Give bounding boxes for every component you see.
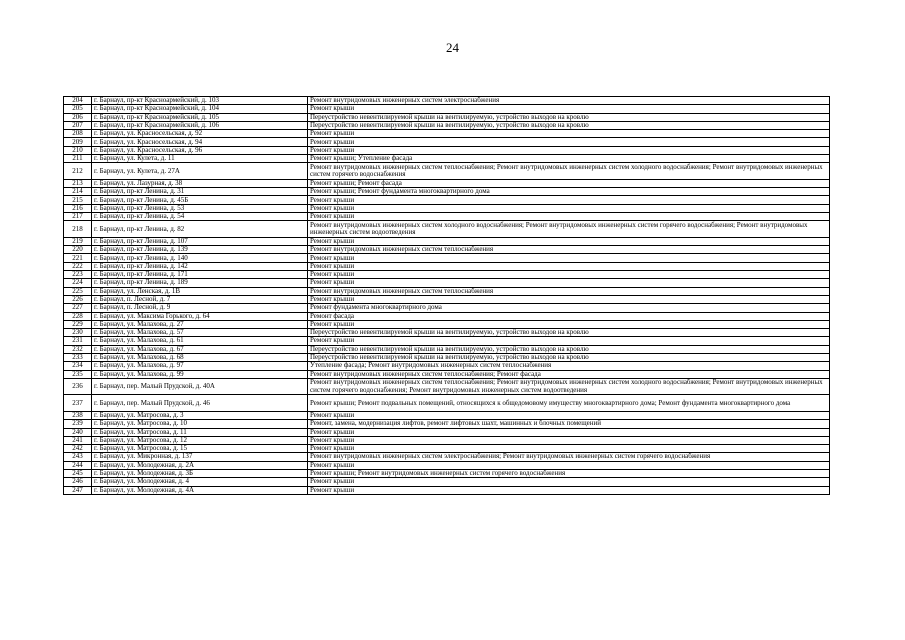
work-type-cell: Ремонт крыши; Ремонт подвальных помещений, относящихся к общедомовому имуществу многоквартирного дома; Ремонт фундамента многоквартирного дома: [308, 395, 830, 412]
table-row: [64, 486, 830, 494]
work-type-cell: Ремонт крыши: [308, 254, 830, 262]
work-type-cell: Ремонт крыши: [308, 486, 830, 494]
work-type-cell: Ремонт крыши: [308, 204, 830, 212]
address-cell: г. Барнаул, пр-кт Красноармейский, д. 106: [92, 121, 308, 129]
table-row: [64, 345, 830, 353]
row-number-cell: 209: [64, 138, 92, 146]
work-type-cell: Ремонт крыши: [308, 146, 830, 154]
works-table-body: [64, 97, 830, 495]
row-number-cell: 212: [64, 163, 92, 180]
table-row: [64, 279, 830, 287]
row-number-cell: 216: [64, 204, 92, 212]
address-cell: г. Барнаул, ул. Микронная, д. 137: [92, 453, 308, 461]
address-cell: г. Барнаул, пр-кт Ленина, д. 54: [92, 213, 308, 221]
work-type-cell: Ремонт крыши: [308, 411, 830, 419]
work-type-cell: Ремонт внутридомовых инженерных систем электроснабжения: [308, 97, 830, 105]
work-type-cell: Ремонт крыши: [308, 130, 830, 138]
row-number-cell: 221: [64, 254, 92, 262]
work-type-cell: Ремонт внутридомовых инженерных систем теплоснабжения; Ремонт внутридомовых инженерных систем холодного водоснабжения; Ремонт внутридомовых инженерных систем горячего водоснабжения: [308, 163, 830, 180]
work-type-cell: Переустройство невентилируемой крыши на вентилируемую, устройство выходов на кровлю: [308, 121, 830, 129]
work-type-cell: Ремонт крыши; Ремонт внутридомовых инженерных систем горячего водоснабжения: [308, 469, 830, 477]
row-number-cell: 217: [64, 213, 92, 221]
table-row: [64, 262, 830, 270]
address-cell: г. Барнаул, пр-кт Ленина, д. 31: [92, 188, 308, 196]
table-row: [64, 354, 830, 362]
table-row: [64, 188, 830, 196]
work-type-cell: Ремонт крыши: [308, 213, 830, 221]
row-number-cell: 245: [64, 469, 92, 477]
table-row: [64, 179, 830, 187]
address-cell: г. Барнаул, пр-кт Красноармейский, д. 103: [92, 97, 308, 105]
table-row: [64, 395, 830, 412]
row-number-cell: 243: [64, 453, 92, 461]
address-cell: г. Барнаул, ул. Матросова, д. 3: [92, 411, 308, 419]
table-row: [64, 320, 830, 328]
table-row: [64, 370, 830, 378]
row-number-cell: 220: [64, 246, 92, 254]
address-cell: г. Барнаул, ул. Малахова, д. 61: [92, 337, 308, 345]
address-cell: г. Барнаул, ул. Малахова, д. 57: [92, 329, 308, 337]
table-row: [64, 254, 830, 262]
work-type-cell: Ремонт внутридомовых инженерных систем холодного водоснабжения; Ремонт внутридомовых инженерных систем горячего водоснабжения; Ремонт внутридомовых инженерных систем водоотведения: [308, 221, 830, 238]
work-type-cell: Ремонт крыши: [308, 237, 830, 245]
work-type-cell: Ремонт крыши: [308, 428, 830, 436]
work-type-cell: Ремонт крыши: [308, 461, 830, 469]
address-cell: г. Барнаул, ул. Матросова, д. 15: [92, 445, 308, 453]
row-number-cell: 244: [64, 461, 92, 469]
work-type-cell: Утепление фасада; Ремонт внутридомовых инженерных систем теплоснабжения: [308, 362, 830, 370]
work-type-cell: Ремонт крыши: [308, 271, 830, 279]
work-type-cell: Ремонт фундамента многоквартирного дома: [308, 304, 830, 312]
row-number-cell: 211: [64, 155, 92, 163]
address-cell: г. Барнаул, пер. Малый Прудской, д. 40А: [92, 378, 308, 395]
table-row: [64, 196, 830, 204]
table-row: [64, 428, 830, 436]
work-type-cell: Ремонт внутридомовых инженерных систем теплоснабжения; Ремонт фасада: [308, 370, 830, 378]
row-number-cell: 226: [64, 295, 92, 303]
work-type-cell: Ремонт внутридомовых инженерных систем теплоснабжения; Ремонт внутридомовых инженерных систем холодного водоснабжения; Ремонт внутридомовых инженерных систем горячего водоснабжения; Ремонт внутридомовых инженерных систем водоотведения: [308, 378, 830, 395]
address-cell: г. Барнаул, ул. Малахова, д. 67: [92, 345, 308, 353]
address-cell: г. Барнаул, ул. Ленская, д. 1В: [92, 287, 308, 295]
table-row: [64, 204, 830, 212]
address-cell: г. Барнаул, ул. Матросова, д. 12: [92, 436, 308, 444]
row-number-cell: 206: [64, 113, 92, 121]
row-number-cell: 204: [64, 97, 92, 105]
address-cell: г. Барнаул, ул. Молодежная, д. 4: [92, 478, 308, 486]
row-number-cell: 225: [64, 287, 92, 295]
work-type-cell: Ремонт крыши: [308, 320, 830, 328]
row-number-cell: 223: [64, 271, 92, 279]
row-number-cell: 215: [64, 196, 92, 204]
table-row: [64, 155, 830, 163]
work-type-cell: Ремонт крыши; Ремонт фасада: [308, 179, 830, 187]
table-row: [64, 337, 830, 345]
work-type-cell: Ремонт крыши: [308, 337, 830, 345]
row-number-cell: 213: [64, 179, 92, 187]
table-row: [64, 312, 830, 320]
row-number-cell: 205: [64, 105, 92, 113]
row-number-cell: 233: [64, 354, 92, 362]
table-row: [64, 378, 830, 395]
work-type-cell: Ремонт крыши: [308, 105, 830, 113]
work-type-cell: Ремонт внутридомовых инженерных систем теплоснабжения: [308, 246, 830, 254]
table-row: [64, 295, 830, 303]
address-cell: г. Барнаул, пр-кт Ленина, д. 140: [92, 254, 308, 262]
row-number-cell: 240: [64, 428, 92, 436]
work-type-cell: Ремонт крыши: [308, 196, 830, 204]
address-cell: г. Барнаул, пр-кт Ленина, д. 139: [92, 246, 308, 254]
row-number-cell: 242: [64, 445, 92, 453]
table-row: [64, 287, 830, 295]
address-cell: г. Барнаул, пр-кт Ленина, д. 45Б: [92, 196, 308, 204]
work-type-cell: Переустройство невентилируемой крыши на вентилируемую, устройство выходов на кровлю: [308, 113, 830, 121]
work-type-cell: Ремонт крыши: [308, 445, 830, 453]
work-type-cell: Ремонт крыши: [308, 279, 830, 287]
table-row: [64, 163, 830, 180]
row-number-cell: 234: [64, 362, 92, 370]
table-row: [64, 469, 830, 477]
row-number-cell: 222: [64, 262, 92, 270]
address-cell: г. Барнаул, п. Лесной, д. 9: [92, 304, 308, 312]
work-type-cell: Ремонт внутридомовых инженерных систем электроснабжения; Ремонт внутридомовых инженерных систем горячего водоснабжения: [308, 453, 830, 461]
address-cell: г. Барнаул, ул. Малахова, д. 99: [92, 370, 308, 378]
address-cell: г. Барнаул, пр-кт Ленина, д. 53: [92, 204, 308, 212]
row-number-cell: 219: [64, 237, 92, 245]
table-row: [64, 362, 830, 370]
row-number-cell: 236: [64, 378, 92, 395]
address-cell: г. Барнаул, ул. Красносельская, д. 96: [92, 146, 308, 154]
row-number-cell: 237: [64, 395, 92, 412]
address-cell: г. Барнаул, ул. Лазурная, д. 38: [92, 179, 308, 187]
table-row: [64, 130, 830, 138]
row-number-cell: 246: [64, 478, 92, 486]
address-cell: г. Барнаул, ул. Молодежная, д. 3Б: [92, 469, 308, 477]
address-cell: г. Барнаул, пр-кт Красноармейский, д. 104: [92, 105, 308, 113]
work-type-cell: Ремонт крыши; Утепление фасада: [308, 155, 830, 163]
work-type-cell: Ремонт фасада: [308, 312, 830, 320]
table-row: [64, 304, 830, 312]
row-number-cell: 224: [64, 279, 92, 287]
work-type-cell: Ремонт крыши: [308, 262, 830, 270]
work-type-cell: Ремонт, замена, модернизация лифтов, ремонт лифтовых шахт, машинных и блочных помещений: [308, 420, 830, 428]
table-row: [64, 436, 830, 444]
address-cell: г. Барнаул, пер. Малый Прудской, д. 46: [92, 395, 308, 412]
address-cell: г. Барнаул, ул. Молодежная, д. 4А: [92, 486, 308, 494]
address-cell: г. Барнаул, пр-кт Ленина, д. 142: [92, 262, 308, 270]
row-number-cell: 239: [64, 420, 92, 428]
address-cell: г. Барнаул, ул. Красносельская, д. 92: [92, 130, 308, 138]
work-type-cell: Ремонт крыши: [308, 138, 830, 146]
page-number: 24: [446, 40, 459, 55]
table-row: [64, 246, 830, 254]
row-number-cell: 231: [64, 337, 92, 345]
work-type-cell: Ремонт внутридомовых инженерных систем теплоснабжения: [308, 287, 830, 295]
table-row: [64, 461, 830, 469]
table-row: [64, 146, 830, 154]
table-row: [64, 97, 830, 105]
table-row: [64, 105, 830, 113]
address-cell: г. Барнаул, ул. Малахова, д. 68: [92, 354, 308, 362]
table-row: [64, 453, 830, 461]
work-type-cell: Переустройство невентилируемой крыши на вентилируемую, устройство выходов на кровлю: [308, 354, 830, 362]
table-row: [64, 271, 830, 279]
address-cell: г. Барнаул, пр-кт Ленина, д. 189: [92, 279, 308, 287]
work-type-cell: Ремонт крыши; Ремонт фундамента многоквартирного дома: [308, 188, 830, 196]
address-cell: г. Барнаул, пр-кт Ленина, д. 82: [92, 221, 308, 238]
address-cell: г. Барнаул, ул. Кулета, д. 27А: [92, 163, 308, 180]
work-type-cell: Ремонт крыши: [308, 295, 830, 303]
table-row: [64, 420, 830, 428]
work-type-cell: Ремонт крыши: [308, 436, 830, 444]
work-type-cell: Переустройство невентилируемой крыши на вентилируемую, устройство выходов на кровлю: [308, 329, 830, 337]
address-cell: г. Барнаул, пр-кт Ленина, д. 171: [92, 271, 308, 279]
row-number-cell: 210: [64, 146, 92, 154]
table-row: [64, 138, 830, 146]
row-number-cell: 230: [64, 329, 92, 337]
row-number-cell: 229: [64, 320, 92, 328]
row-number-cell: 232: [64, 345, 92, 353]
table-row: [64, 113, 830, 121]
address-cell: г. Барнаул, ул. Матросова, д. 10: [92, 420, 308, 428]
table-row: [64, 445, 830, 453]
row-number-cell: 247: [64, 486, 92, 494]
row-number-cell: 208: [64, 130, 92, 138]
table-row: [64, 237, 830, 245]
work-type-cell: Ремонт крыши: [308, 478, 830, 486]
address-cell: г. Барнаул, ул. Малахова, д. 97: [92, 362, 308, 370]
address-cell: г. Барнаул, ул. Молодежная, д. 2А: [92, 461, 308, 469]
address-cell: г. Барнаул, п. Лесной, д. 7: [92, 295, 308, 303]
table-row: [64, 478, 830, 486]
address-cell: г. Барнаул, ул. Малахова, д. 27: [92, 320, 308, 328]
row-number-cell: 235: [64, 370, 92, 378]
table-row: [64, 213, 830, 221]
address-cell: г. Барнаул, пр-кт Ленина, д. 107: [92, 237, 308, 245]
works-table: [63, 96, 830, 495]
table-row: [64, 411, 830, 419]
row-number-cell: 228: [64, 312, 92, 320]
table-row: [64, 121, 830, 129]
work-type-cell: Переустройство невентилируемой крыши на вентилируемую, устройство выходов на кровлю: [308, 345, 830, 353]
table-row: [64, 221, 830, 238]
row-number-cell: 207: [64, 121, 92, 129]
table-row: [64, 329, 830, 337]
address-cell: г. Барнаул, ул. Матросова, д. 11: [92, 428, 308, 436]
row-number-cell: 214: [64, 188, 92, 196]
address-cell: г. Барнаул, ул. Максима Горького, д. 64: [92, 312, 308, 320]
address-cell: г. Барнаул, ул. Кулета, д. 11: [92, 155, 308, 163]
row-number-cell: 238: [64, 411, 92, 419]
row-number-cell: 227: [64, 304, 92, 312]
address-cell: г. Барнаул, пр-кт Красноармейский, д. 105: [92, 113, 308, 121]
address-cell: г. Барнаул, ул. Красносельская, д. 94: [92, 138, 308, 146]
row-number-cell: 218: [64, 221, 92, 238]
row-number-cell: 241: [64, 436, 92, 444]
